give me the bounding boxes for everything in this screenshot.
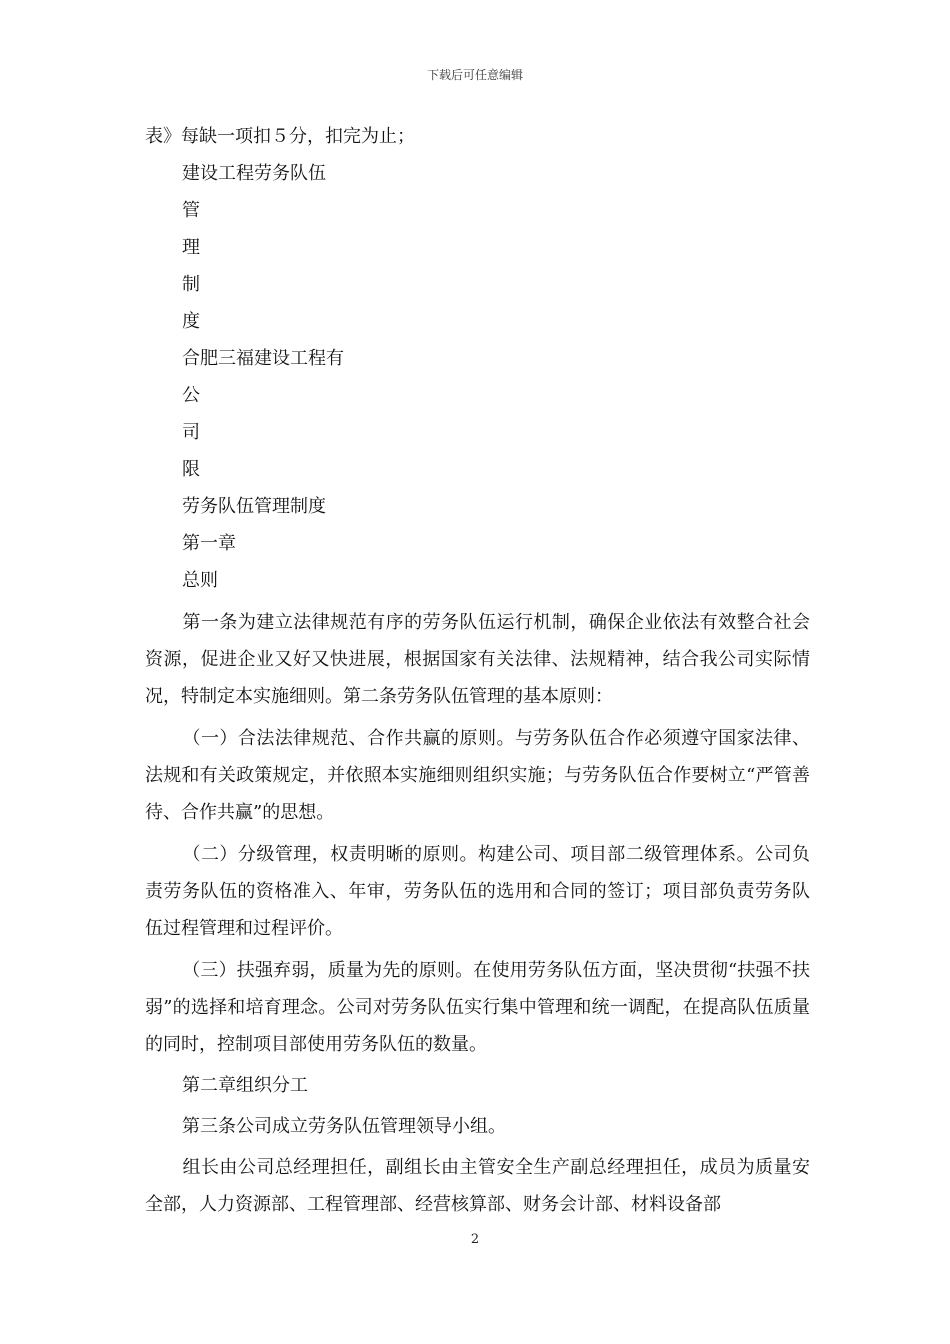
- chapter-heading: 第二章组织分工: [182, 1075, 308, 1096]
- company-name-line: 公: [182, 385, 200, 406]
- document-title-line: 建设工程劳务队伍: [182, 163, 326, 184]
- paragraph: [145, 604, 810, 715]
- chapter-heading: 第一章: [182, 533, 236, 554]
- company-name-line: 司: [182, 422, 200, 443]
- chapter-name: 总则: [182, 570, 218, 591]
- company-name-line: 限: [182, 459, 200, 480]
- paragraph-text: （一）合法法律规范、合作共赢的原则。与劳务队伍合作必须遵守国家法律、法规和有关政策规定，并依照本实施细则组织实施；与劳务队伍合作要树立“严管善待、合作共赢”的思想。: [145, 728, 810, 823]
- paragraph: [145, 1149, 810, 1223]
- paragraph-text: 第一条为建立法律规范有序的劳务队伍运行机制，确保企业依法有效整合社会资源，促进企业又好又快进展，根据国家有关法律、法规精神，结合我公司实际情况，特制定本实施细则。第二条劳务队伍管理的基本原则：: [145, 612, 810, 707]
- article-line: 第三条公司成立劳务队伍管理领导小组。: [182, 1116, 506, 1137]
- page-header: 下载后可任意编辑: [426, 68, 523, 82]
- paragraph: [145, 720, 810, 831]
- paragraph: [145, 952, 810, 1063]
- paragraph-text: 组长由公司总经理担任，副组长由主管安全生产副总经理担任，成员为质量安全部，人力资源部、工程管理部、经营核算部、财务会计部、材料设备部: [145, 1157, 810, 1215]
- company-name-line: 合肥三福建设工程有: [182, 348, 344, 369]
- text-line: 表》每缺一项扣５分，扣完为止；: [145, 126, 415, 147]
- document-body: [145, 118, 810, 1223]
- page-number: 2: [470, 1232, 480, 1247]
- document-title-line: 度: [182, 311, 200, 332]
- paragraph: [145, 836, 810, 947]
- document-title-line: 理: [182, 237, 200, 258]
- document-title-line: 制: [182, 274, 200, 295]
- regulation-title: 劳务队伍管理制度: [182, 496, 326, 517]
- document-title-line: 管: [182, 200, 200, 221]
- paragraph-text: （二）分级管理，权责明晰的原则。构建公司、项目部二级管理体系。公司负责劳务队伍的资格准入、年审，劳务队伍的选用和合同的签订；项目部负责劳务队伍过程管理和过程评价。: [145, 844, 810, 939]
- paragraph-text: （三）扶强弃弱，质量为先的原则。在使用劳务队伍方面，坚决贯彻“扶强不扶弱”的选择和培育理念。公司对劳务队伍实行集中管理和统一调配，在提高队伍质量的同时，控制项目部使用劳务队伍的数量。: [145, 960, 810, 1055]
